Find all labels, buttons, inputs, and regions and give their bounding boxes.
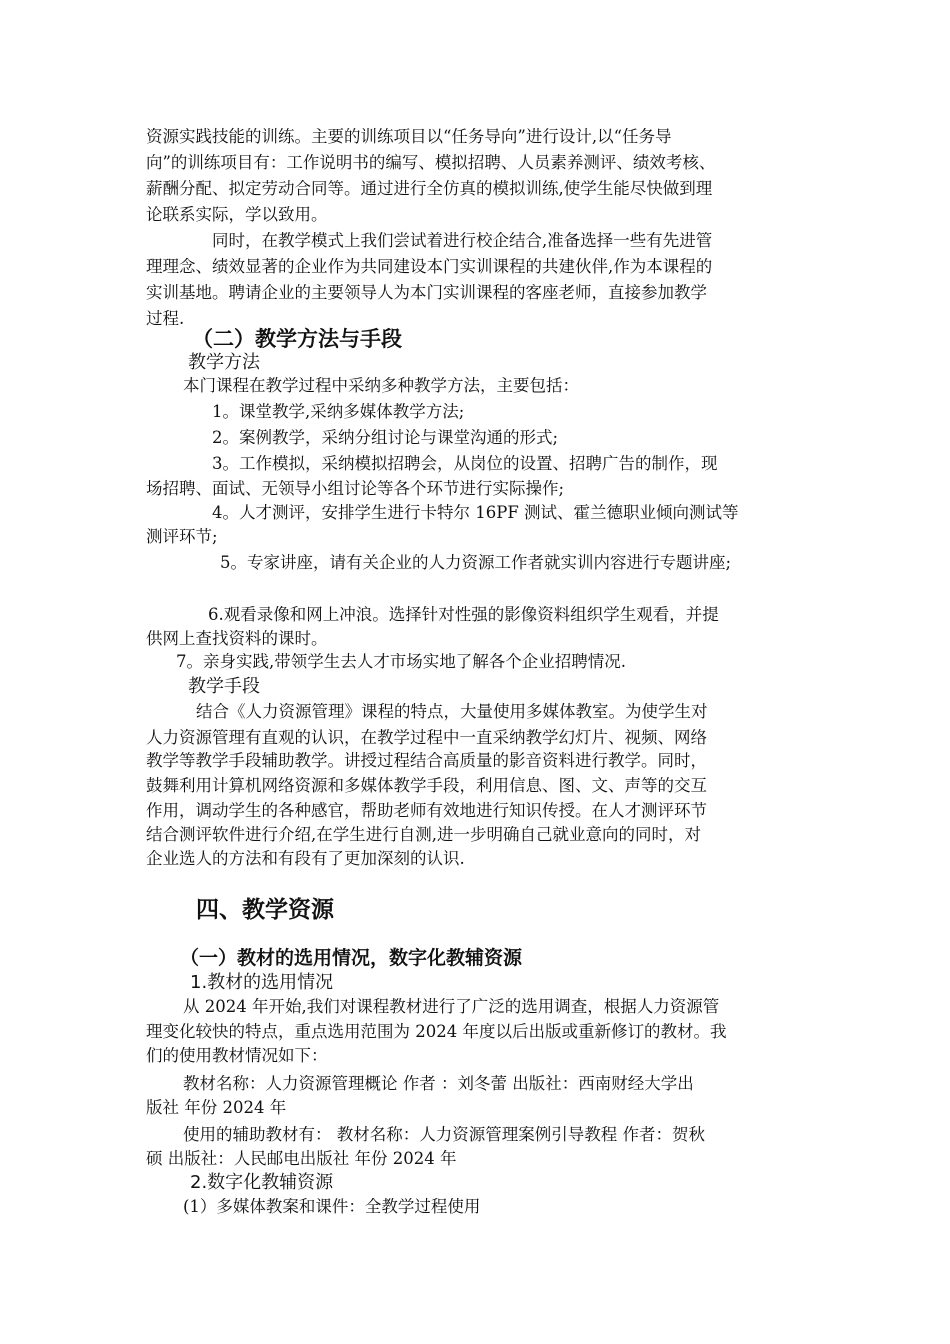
list-item: 2。案例教学，采纳分组讨论与课堂沟通的形式; bbox=[212, 428, 559, 447]
section-heading: （二）教学方法与手段 bbox=[192, 327, 402, 351]
subsection-heading: 教学方法 bbox=[188, 352, 260, 373]
paragraph-line: 们的使用教材情况如下： bbox=[146, 1046, 328, 1065]
paragraph-line: 本门课程在教学过程中采纳多种教学方法，主要包括： bbox=[183, 376, 579, 395]
paragraph-line: 结合《人力资源管理》课程的特点，大量使用多媒体教室。为使学生对 bbox=[196, 702, 708, 721]
paragraph-line: 向”的训练项目有：工作说明书的编写、模拟招聘、人员素养测评、绩效考核、 bbox=[146, 153, 716, 172]
chapter-heading: 四、教学资源 bbox=[196, 897, 334, 923]
list-item: 供网上查找资料的课时。 bbox=[146, 629, 328, 648]
paragraph-line: 资源实践技能的训练。主要的训练项目以“任务导向”进行设计,以“任务导 bbox=[146, 127, 672, 146]
paragraph-line: 作用，调动学生的各种感官，帮助老师有效地进行知识传授。在人才测评环节 bbox=[146, 801, 707, 820]
paragraph-line: 同时，在教学模式上我们尝试着进行校企结合,准备选择一些有先进管 bbox=[212, 231, 713, 250]
paragraph-line: 版社 年份 2024 年 bbox=[146, 1098, 287, 1117]
list-item: 5。专家讲座，请有关企业的人力资源工作者就实训内容进行专题讲座; bbox=[220, 553, 732, 572]
paragraph-line: 使用的辅助教材有： 教材名称：人力资源管理案例引导教程 作者：贺秋 bbox=[183, 1125, 705, 1144]
section-heading: （一）教材的选用情况，数字化教辅资源 bbox=[180, 947, 523, 969]
list-item: 3。工作模拟，采纳模拟招聘会，从岗位的设置、招聘广告的制作，现 bbox=[212, 454, 718, 473]
paragraph-line: 硕 出版社：人民邮电出版社 年份 2024 年 bbox=[146, 1149, 457, 1168]
list-item: 测评环节; bbox=[146, 527, 218, 546]
paragraph-line: 理变化较快的特点，重点选用范围为 2024 年度以后出版或重新修订的教材。我 bbox=[146, 1022, 727, 1041]
paragraph-line: 结合测评软件进行介绍,在学生进行自测,进一步明确自己就业意向的同时，对 bbox=[146, 825, 701, 844]
paragraph-line: 鼓舞利用计算机网络资源和多媒体教学手段，利用信息、图、文、声等的交互 bbox=[146, 776, 707, 795]
paragraph-line: 薪酬分配、拟定劳动合同等。通过进行全仿真的模拟训练,使学生能尽快做到理 bbox=[146, 179, 713, 198]
paragraph-line: 人力资源管理有直观的认识，在教学过程中一直采纳教学幻灯片、视频、网络 bbox=[146, 728, 707, 747]
list-item: 场招聘、面试、无领导小组讨论等各个环节进行实际操作; bbox=[146, 479, 565, 498]
list-item: 6.观看录像和网上冲浪。选择针对性强的影像资料组织学生观看，并提 bbox=[208, 605, 719, 624]
list-item: (1）多媒体教案和课件：全教学过程使用 bbox=[183, 1197, 481, 1216]
subsection-heading: 2.数字化教辅资源 bbox=[190, 1172, 334, 1193]
paragraph-line: 实训基地。聘请企业的主要领导人为本门实训课程的客座老师，直接参加教学 bbox=[146, 283, 707, 302]
paragraph-line: 从 2024 年开始,我们对课程教材进行了广泛的选用调查，根据人力资源管 bbox=[183, 997, 720, 1016]
paragraph-line: 教材名称：人力资源管理概论 作者 ：刘冬蕾 出版社：西南财经大学出 bbox=[183, 1074, 694, 1093]
subsection-heading: 教学手段 bbox=[188, 676, 260, 697]
list-item: 1。课堂教学,采纳多媒体教学方法; bbox=[212, 402, 465, 421]
paragraph-line: 企业选人的方法和有段有了更加深刻的认识. bbox=[146, 849, 465, 868]
list-item: 7。亲身实践,带领学生去人才市场实地了解各个企业招聘情况. bbox=[176, 652, 626, 671]
list-item: 4。人才测评，安排学生进行卡特尔 16PF 测试、霍兰德职业倾向测试等 bbox=[212, 503, 739, 522]
subsection-heading: 1.教材的选用情况 bbox=[190, 972, 334, 993]
paragraph-line: 理理念、绩效显著的企业作为共同建设本门实训课程的共建伙伴,作为本课程的 bbox=[146, 257, 713, 276]
paragraph-line: 教学等教学手段辅助教学。讲授过程结合高质量的影音资料进行教学。同时， bbox=[146, 751, 707, 770]
paragraph-line: 过程. bbox=[146, 309, 185, 328]
paragraph-line: 论联系实际，学以致用。 bbox=[146, 205, 328, 224]
